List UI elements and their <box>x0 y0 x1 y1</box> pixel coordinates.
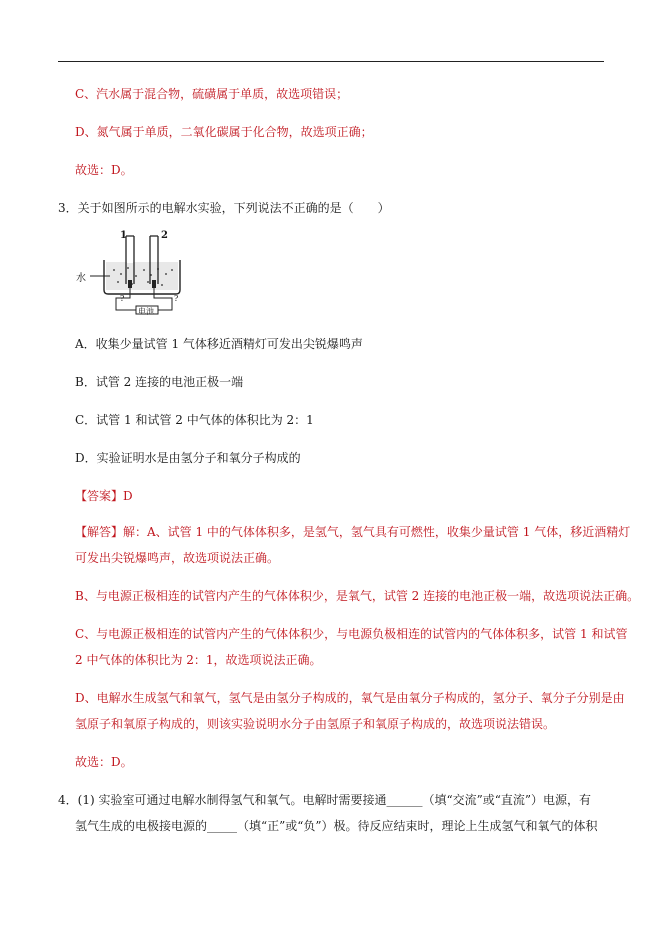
battery-label: 电池 <box>138 307 154 316</box>
question-mark-left: ? <box>120 294 125 303</box>
question3-option-d: D．实验证明水是由氢分子和氧分子构成的 <box>75 451 301 465</box>
water-label: 水 <box>76 273 86 284</box>
analysis-line-5: 2 中气体的体积比为 2：1，故选项说法正确。 <box>75 653 322 667</box>
question4-line-1: 4．(1) 实验室可通过电解水制得氢气和氧气。电解时需要接通______（填“交流”或“直流”）电源，有 <box>58 793 591 807</box>
question3-stem: 3．关于如图所示的电解水实验，下列说法不正确的是（ ） <box>58 201 390 215</box>
question3-answer: 【答案】D <box>75 489 133 503</box>
question3-option-b: B．试管 2 连接的电池正极一端 <box>75 375 244 389</box>
prev-conclusion: 故选：D。 <box>75 163 133 177</box>
prev-option-c: C、汽水属于混合物，硫磺属于单质，故选项错误； <box>75 87 349 101</box>
question3-option-c: C．试管 1 和试管 2 中气体的体积比为 2：1 <box>75 413 314 427</box>
analysis-line-2: 可发出尖锐爆鸣声，故选项说法正确。 <box>75 551 280 565</box>
question4-line-2: 氢气生成的电极接电源的_____（填“正”或“负”）极。待反应结束时，理论上生成氢气和氧气的体积 <box>75 819 598 833</box>
analysis-line-7: 氢原子和氧原子构成的，则该实验说明水分子由氢原子和氧原子构成的，故选项说法错误。 <box>75 717 556 731</box>
question3-conclusion: 故选：D。 <box>75 755 133 769</box>
header-rule <box>58 61 604 62</box>
analysis-line-1: 【解答】解：A、试管 1 中的气体体积多，是氢气，氢气具有可燃性，收集少量试管 1 气体，移近酒精灯 <box>75 525 631 539</box>
tube1-label: 1 <box>120 230 127 241</box>
analysis-line-4: C、与电源正极相连的试管内产生的气体体积少，与电源负极相连的试管内的气体体积多，试管 1 和试管 <box>75 627 628 641</box>
question3-option-a: A．收集少量试管 1 气体移近酒精灯可发出尖锐爆鸣声 <box>75 337 363 351</box>
electrolysis-diagram <box>76 230 196 318</box>
analysis-line-6: D、电解水生成氢气和氧气，氢气是由氢分子构成的，氧气是由氧分子构成的，氢分子、氧分子分别是由 <box>75 691 625 705</box>
question-mark-right: ? <box>174 294 179 303</box>
electrolysis-apparatus-illustration <box>76 230 196 318</box>
analysis-line-3: B、与电源正极相连的试管内产生的气体体积少，是氧气，试管 2 连接的电池正极一端，故选项说法正确。 <box>75 589 640 603</box>
prev-option-d: D、氮气属于单质，二氧化碳属于化合物，故选项正确； <box>75 125 373 139</box>
tube2-label: 2 <box>161 230 168 241</box>
